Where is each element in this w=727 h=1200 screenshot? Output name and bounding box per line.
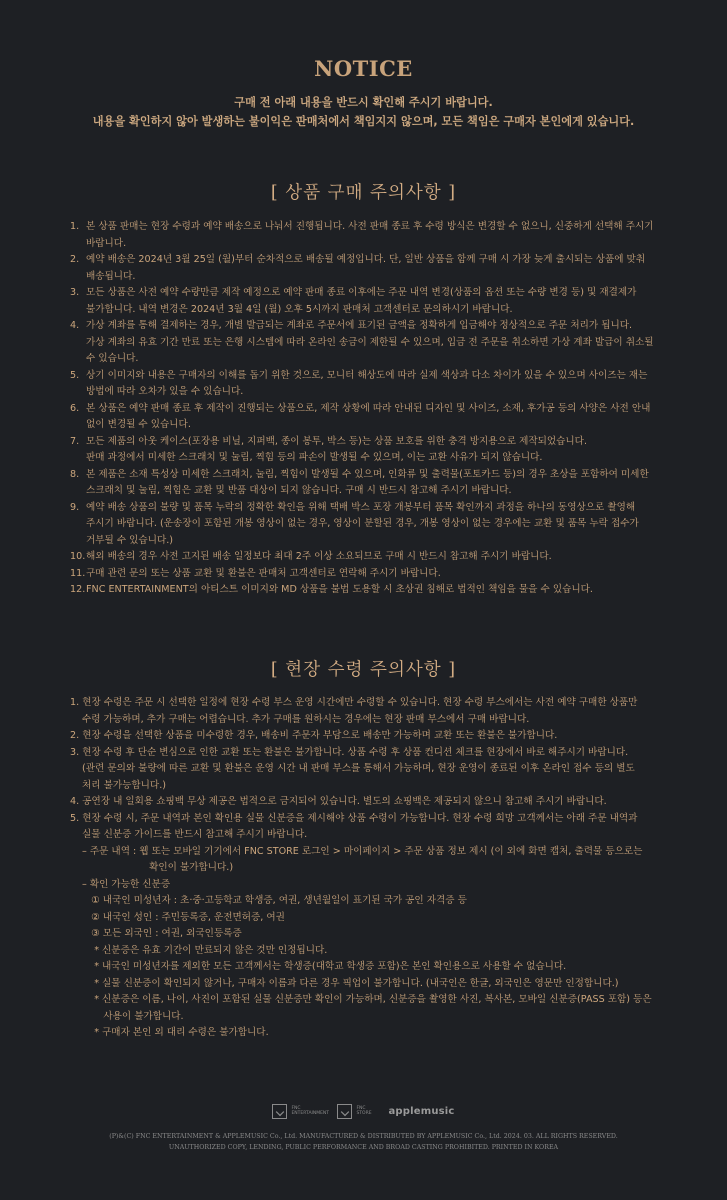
purchase-note-number: 1. — [70, 221, 80, 232]
copyright-line-2: UNAUTHORIZED COPY, LENDING, PUBLIC PERFORMANCE AND BROAD CASTING PROHIBITED. PRINTED IN KOREA — [168, 1144, 559, 1151]
purchase-note-number: 3. — [70, 287, 80, 298]
purchase-note-number: 8. — [70, 468, 80, 480]
pickup-note-line — [70, 1009, 670, 1026]
purchase-note-item — [70, 434, 670, 467]
purchase-note-line: 본 상품 판매는 현장 수령과 예약 배송으로 나눠서 진행됩니다. 사전 판매 종료 후 수령 방식은 변경할 수 없으니, 신중하게 선택해 주시기 — [86, 221, 654, 232]
purchase-note-line: 예약 배송은 2024년 3월 25일 (월)부터 순차적으로 배송될 예정입니다. 단, 일반 상품을 함께 구매 시 가장 늦게 출시되는 상품에 맞춰 — [86, 254, 646, 265]
purchase-note-line: FNC ENTERTAINMENT의 아티스트 이미지와 MD 상품을 불법 도용할 시 초상권 침해로 법적인 책임을 물을 수 있습니다. — [86, 584, 593, 595]
purchase-note-item — [70, 401, 670, 434]
purchase-note-line: 배송됩니다. — [86, 270, 136, 282]
purchase-note-item — [70, 368, 670, 401]
purchase-note-line: 방법에 따라 오차가 있을 수 있습니다. — [86, 386, 244, 397]
purchase-note-item — [70, 500, 670, 550]
pickup-note-line — [70, 778, 670, 795]
pickup-note-text: * 내국인 미성년자를 제외한 모든 고객께서는 학생증(대학교 학생증 포함)은 본인 확인용으로 사용할 수 없습니다. — [82, 961, 567, 972]
pickup-note-line — [70, 910, 670, 927]
purchase-note-line: 없이 변경될 수 있습니다. — [86, 419, 191, 430]
purchase-note-number: 5. — [70, 369, 80, 381]
pickup-note-text: 처리 불가능합니다.) — [82, 779, 166, 791]
pickup-note-text: 현장 수령 시, 주문 내역과 본인 확인용 실물 신분증을 제시해야 상품 수령이 가능합니다. 현장 수령 희망 고객께서는 아래 주문 내역과 — [82, 812, 638, 824]
purchase-note-item — [70, 252, 670, 285]
pickup-note-number: 2. — [70, 730, 80, 741]
purchase-note-line: 주시기 바랍니다. (운송장이 포함된 개봉 영상이 없는 경우, 영상이 분할된 경우, 개봉 영상이 없는 경우에는 교환 및 품목 누락 접수가 — [86, 518, 639, 529]
purchase-note-item — [70, 467, 670, 500]
purchase-note-line: 해외 배송의 경우 사전 고지된 배송 일정보다 최대 2주 이상 소요되므로 구매 시 반드시 참고해 주시기 바랍니다. — [86, 551, 552, 562]
pickup-note-text: ③ 모든 외국인 : 여권, 외국인등록증 — [82, 928, 242, 939]
pickup-note-text: * 신분증은 이름, 나이, 사진이 포함된 실물 신분증만 확인이 가능하며, 신분증을 촬영한 사진, 복사본, 모바일 신분증(PASS 포함) 등은 — [82, 994, 652, 1005]
purchase-note-item — [70, 549, 670, 566]
purchase-note-line: 예약 배송 상품의 불량 및 품목 누락의 정확한 확인을 위해 택배 박스 포장 개봉부터 품목 확인까지 과정을 하나의 동영상으로 촬영해 — [86, 501, 636, 513]
copyright — [0, 1131, 727, 1153]
purchase-note-line: 모든 상품은 사전 예약 수량만큼 제작 예정으로 예약 판매 종료 이후에는 주문 내역 변경(상품의 옵션 또는 수량 변경 등) 및 재결제가 — [86, 287, 637, 298]
pickup-note-line — [70, 943, 670, 960]
pickup-note-number: 3. — [70, 746, 80, 758]
intro-line-1: 구매 전 아래 내용을 반드시 확인해 주시기 바랍니다. — [234, 96, 493, 109]
purchase-note-line: 스크래치 및 눌림, 찍힘은 교환 및 반품 대상이 되지 않습니다. 구매 시 반드시 참고해 주시기 바랍니다. — [86, 485, 512, 496]
pickup-note-text: ① 내국인 미성년자 : 초·중·고등학교 학생증, 여권, 생년월일이 표기된 국가 공인 자격증 등 — [82, 895, 467, 906]
pickup-note-line — [70, 728, 670, 745]
fnc-logo-icon — [272, 1104, 287, 1119]
purchase-note-number: 6. — [70, 402, 80, 414]
fnc-store-logo — [337, 1104, 374, 1119]
pickup-note-text: 수령 가능하며, 추가 구매는 어렵습니다. 추가 구매를 원하시는 경우에는 현장 판매 부스에서 구매 바랍니다. — [82, 713, 530, 725]
purchase-note-item — [70, 219, 670, 252]
purchase-note-line: 상기 이미지와 내용은 구매자의 이해를 돕기 위한 것으로, 모니터 해상도에 따라 실제 색상과 다소 차이가 있을 수 있으며 사이즈는 재는 — [86, 369, 648, 381]
applemusic-logo — [388, 1106, 454, 1117]
pickup-note-line — [70, 877, 670, 894]
pickup-note-line — [70, 827, 670, 844]
pickup-note-text: 현장 수령을 선택한 상품을 미수령한 경우, 배송비 주문자 부담으로 배송만 가능하며 교환 또는 환불은 불가합니다. — [82, 730, 558, 741]
purchase-note-number: 4. — [70, 320, 80, 331]
purchase-note-line: 본 제품은 소재 특성상 미세한 스크래치, 눌림, 찍힘이 발생될 수 있으며, 인화류 및 출력물(포토카드 등)의 경우 초상을 포함하여 미세한 — [86, 468, 649, 480]
pickup-note-line — [70, 712, 670, 729]
fnc-entertainment-logo — [272, 1104, 330, 1119]
purchase-note-number: 9. — [70, 501, 80, 513]
fnc-store-logo-icon — [337, 1104, 352, 1119]
pickup-notes-list — [70, 695, 670, 1042]
pickup-note-line — [70, 695, 670, 712]
fnc-store-logo-text: FNC STORE — [356, 1106, 372, 1116]
pickup-note-text: (관련 문의와 불량에 따른 교환 및 환불은 운영 시간 내 판매 부스를 통해서 가능하며, 현장 운영이 종료된 이후 온라인 접수 등의 별도 — [82, 763, 635, 774]
pickup-note-text: 공연장 내 일회용 쇼핑백 무상 제공은 법적으로 금지되어 있습니다. 별도의 쇼핑백은 제공되지 않으니 참고해 주시기 바랍니다. — [82, 796, 607, 807]
purchase-notes-list — [70, 219, 670, 599]
pickup-note-line — [70, 811, 670, 828]
pickup-note-line — [70, 860, 670, 877]
notice-title: NOTICE — [314, 56, 413, 81]
pickup-note-line — [70, 745, 670, 762]
pickup-note-line — [70, 959, 670, 976]
pickup-note-text: * 실물 신분증이 확인되지 않거나, 구매자 이름과 다른 경우 픽업이 불가합니다. (내국인은 한글, 외국인은 영문만 인정합니다.) — [82, 977, 619, 989]
purchase-note-line: 수 있습니다. — [86, 353, 139, 364]
purchase-note-line: 바랍니다. — [86, 237, 127, 249]
pickup-heading: [ 현장 수령 주의사항 ] — [270, 660, 457, 680]
pickup-note-number: 4. — [70, 796, 80, 807]
pickup-note-line — [70, 893, 670, 910]
purchase-note-number: 12. — [70, 584, 86, 595]
pickup-note-text: * 구매자 본인 외 대리 수령은 불가합니다. — [82, 1027, 269, 1038]
purchase-note-line: 모든 제품의 아웃 케이스(포장용 비닐, 지퍼백, 종이 봉투, 박스 등)는 상품 보호를 위한 충격 방지용으로 제작되었습니다. — [86, 435, 588, 447]
purchase-note-line: 거부될 수 있습니다.) — [86, 534, 174, 546]
purchase-note-line: 판매 과정에서 미세한 스크래치 및 눌림, 찍힘 등의 파손이 발생될 수 있으며, 이는 교환 사유가 되지 않습니다. — [86, 452, 543, 463]
pickup-note-line — [70, 794, 670, 811]
purchase-note-item — [70, 566, 670, 583]
purchase-note-line: 가상 계좌를 통해 결제하는 경우, 개별 발급되는 계좌로 주문서에 표기된 금액을 정확하게 입금해야 정상적으로 주문 처리가 됩니다. — [86, 320, 633, 331]
pickup-note-number: 5. — [70, 812, 80, 824]
pickup-note-text: 확인이 불가합니다.) — [82, 862, 234, 873]
purchase-note-item — [70, 285, 670, 318]
purchase-note-item — [70, 318, 670, 368]
pickup-note-line — [70, 926, 670, 943]
fnc-entertainment-logo-text: FNC ENTERTAINMENT — [291, 1106, 330, 1116]
pickup-note-text: 현장 수령은 주문 시 선택한 일정에 현장 수령 부스 운영 시간에만 수령할 수 있습니다. 현장 수령 부스에서는 사전 예약 구매한 상품만 — [82, 697, 638, 708]
purchase-note-line: 불가합니다. 내역 변경은 2024년 3월 4일 (월) 오후 5시까지 판매처 고객센터로 문의하시기 바랍니다. — [86, 303, 513, 315]
pickup-note-text: * 신분증은 유효 기간이 만료되지 않은 것만 인정됩니다. — [82, 944, 328, 956]
pickup-note-text: ② 내국인 성인 : 주민등록증, 운전면허증, 여권 — [82, 911, 285, 923]
purchase-note-number: 7. — [70, 435, 80, 447]
pickup-note-line — [70, 976, 670, 993]
pickup-note-line — [70, 992, 670, 1009]
purchase-note-number: 2. — [70, 254, 80, 265]
pickup-note-line — [70, 761, 670, 778]
purchase-note-number: 10. — [70, 551, 86, 562]
copyright-line-1: (P)&(C) FNC ENTERTAINMENT & APPLEMUSIC Co., Ltd. MANUFACTURED & DISTRIBUTED BY APPLEMUSIC Co., Ltd. 2024. 03. ALL RIGHTS RESERVED. — [109, 1133, 618, 1140]
pickup-note-text: 실물 신분증 가이드를 반드시 참고해 주시기 바랍니다. — [82, 829, 308, 840]
pickup-note-line — [70, 844, 670, 861]
pickup-note-line — [70, 1025, 670, 1042]
pickup-note-text: – 주문 내역 : 웹 또는 모바일 기기에서 FNC STORE 로그인 > 마이페이지 > 주문 상품 정보 제시 (이 외에 화면 캡처, 출력물 등으로는 — [82, 845, 643, 857]
pickup-note-number: 1. — [70, 697, 80, 708]
purchase-note-line: 가상 계좌의 유효 기간 만료 또는 은행 시스템에 따라 온라인 송금이 제한될 수 있으며, 입금 전 주문을 취소하면 가상 계좌 발급이 취소될 — [86, 336, 654, 348]
pickup-note-text: 사용이 불가합니다. — [82, 1010, 184, 1022]
intro-line-2: 내용을 확인하지 않아 발생하는 불이익은 판매처에서 책임지지 않으며, 모든 책임은 구매자 본인에게 있습니다. — [92, 115, 635, 128]
applemusic-logo-text: applemusic — [388, 1105, 455, 1117]
purchase-note-line: 본 상품은 예약 판매 종료 후 제작이 진행되는 상품으로, 제작 상황에 따라 안내된 디자인 및 사이즈, 소재, 후가공 등의 사양은 사전 안내 — [86, 402, 651, 414]
purchase-note-line: 구매 관련 문의 또는 상품 교환 및 환불은 판매처 고객센터로 연락해 주시기 바랍니다. — [86, 567, 441, 579]
pickup-note-text: 현장 수령 후 단순 변심으로 인한 교환 또는 환불은 불가합니다. 상품 수령 후 상품 컨디션 체크를 현장에서 바로 해주시기 바랍니다. — [82, 746, 629, 758]
purchase-heading: [ 상품 구매 주의사항 ] — [270, 183, 457, 203]
purchase-note-item — [70, 582, 670, 599]
pickup-note-text: – 확인 가능한 신분증 — [82, 878, 171, 890]
footer-logos — [0, 1100, 727, 1122]
notice-intro — [0, 93, 727, 131]
purchase-note-number: 11. — [70, 567, 86, 579]
